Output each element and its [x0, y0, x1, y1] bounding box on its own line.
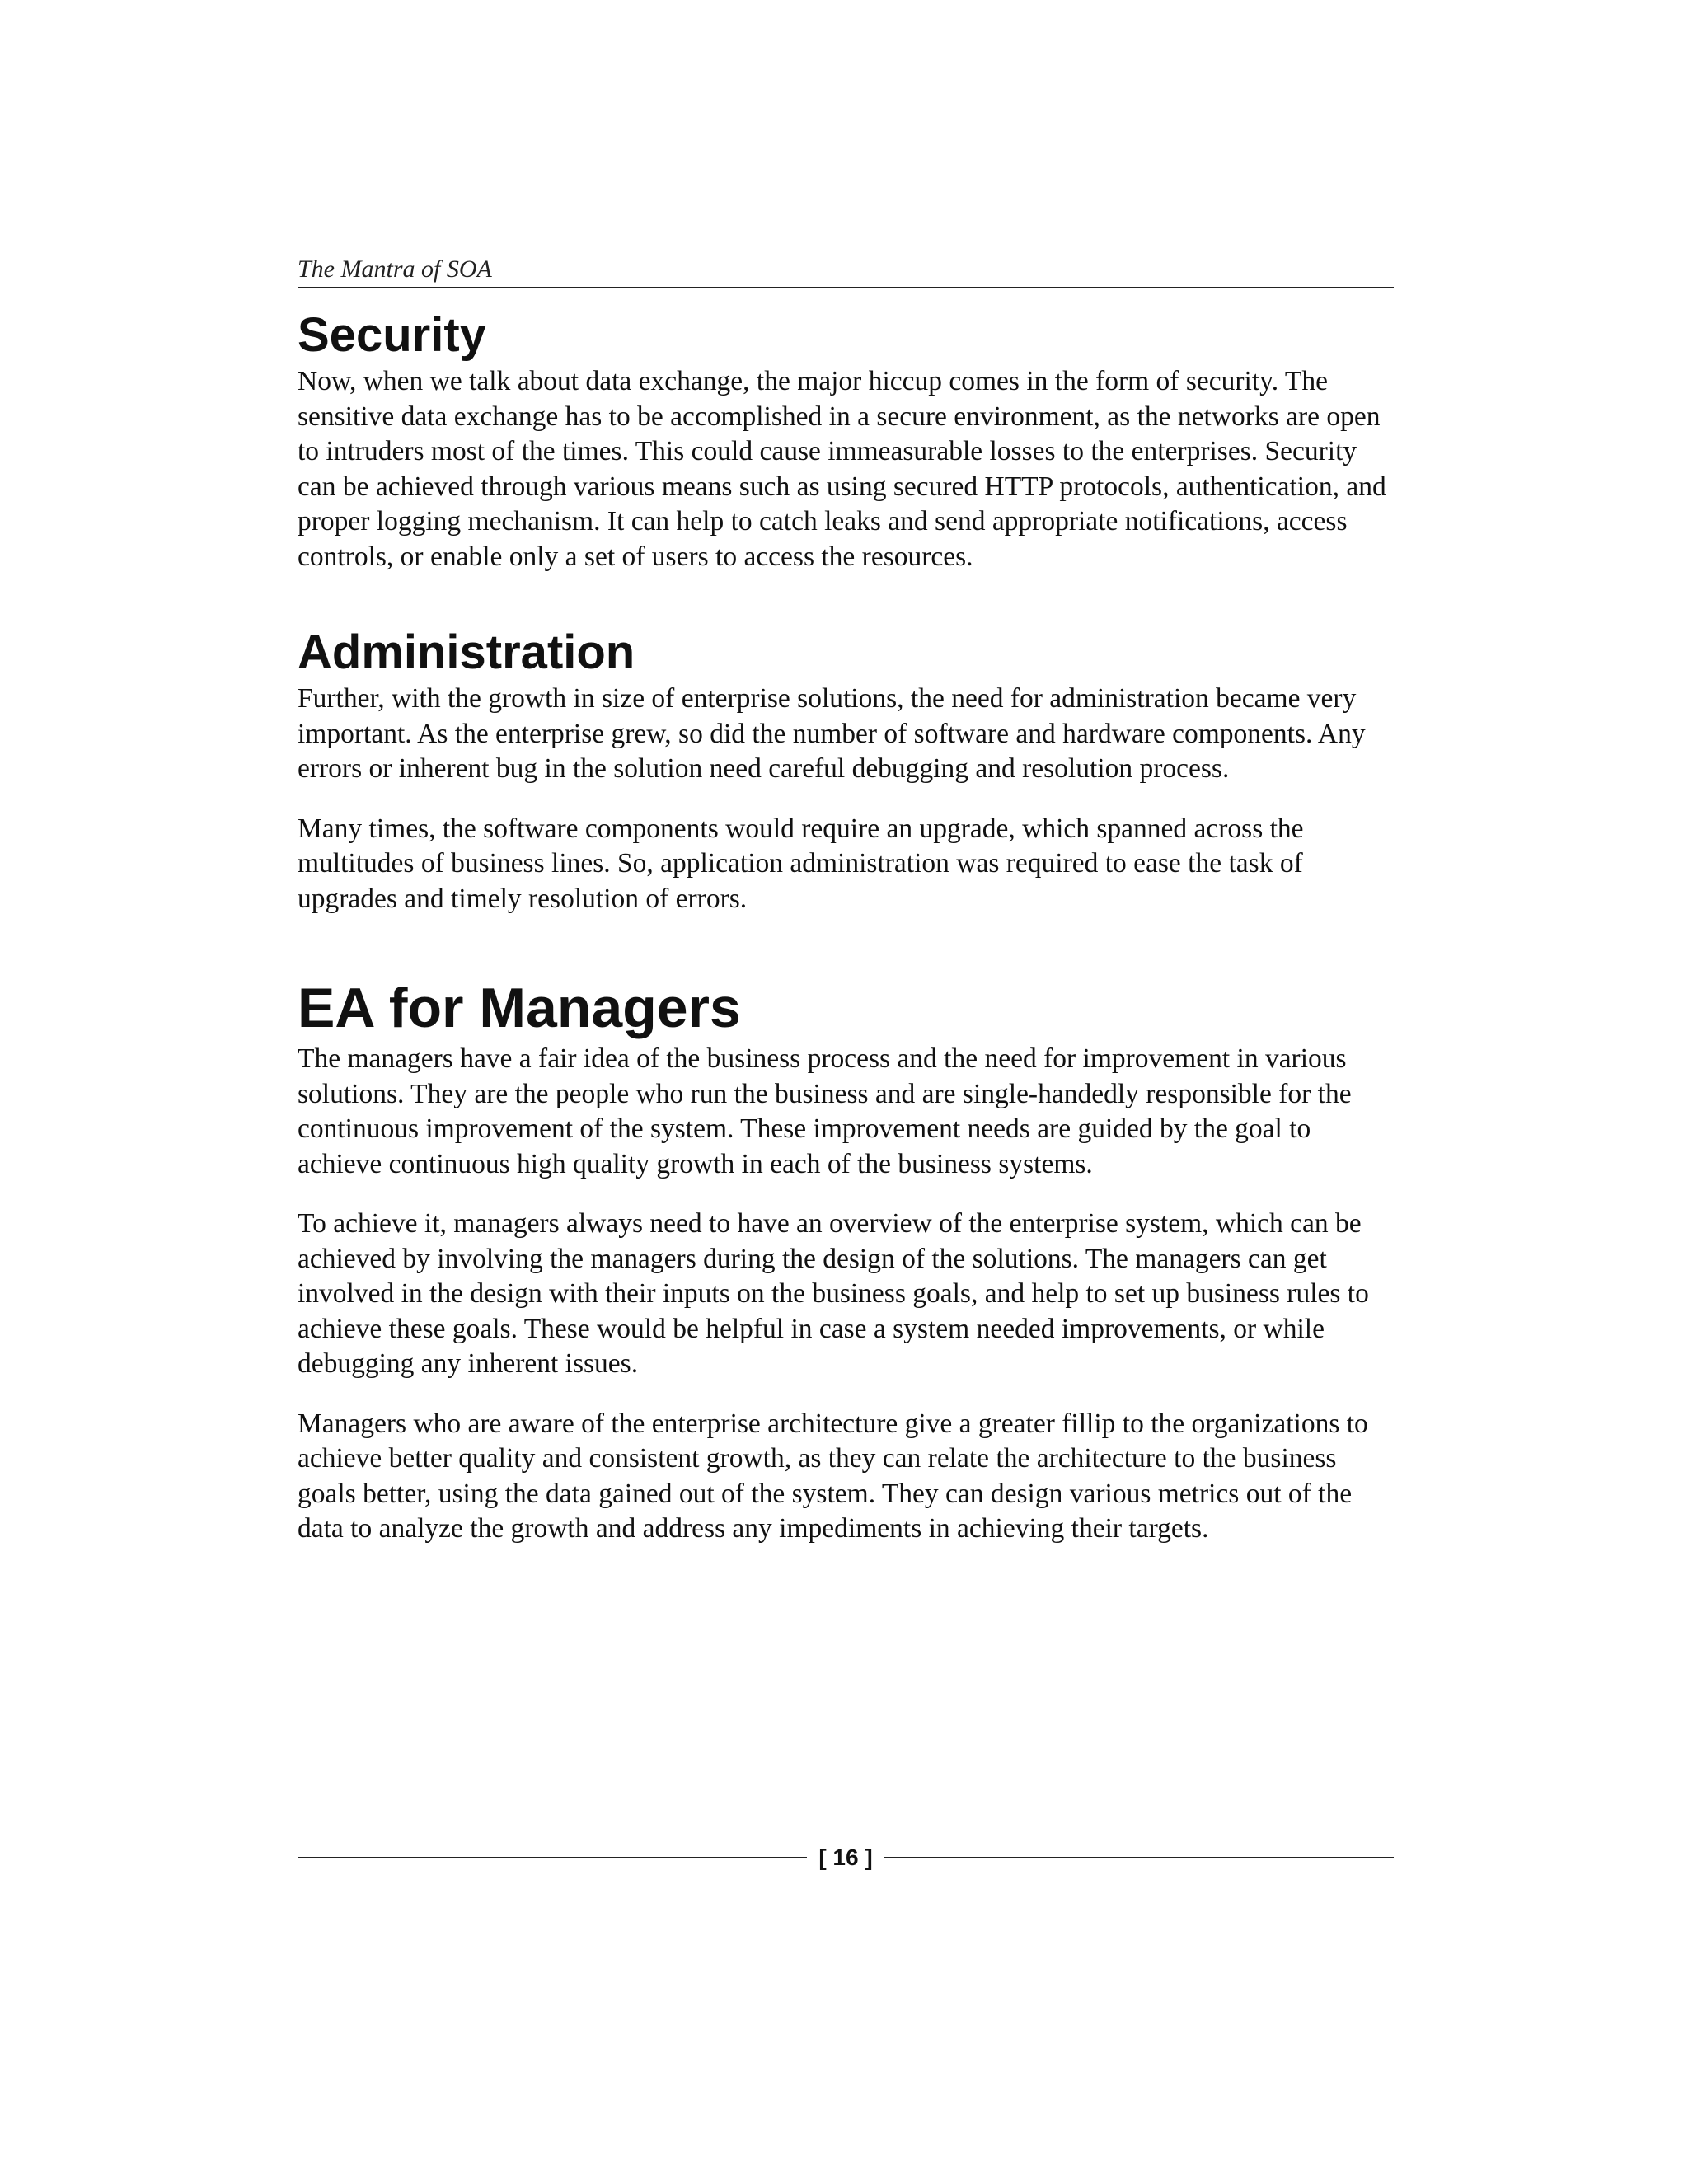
paragraph: Now, when we talk about data exchange, the major hiccup comes in the form of security. The sensitive data exchange has to be accomplished in a secure environment, as the networks are open to intruders most of the times. This could cause immeasurable losses to the enterprises. Security can be achieved through various means such as using secured HTTP protocols, authentication, and proper logging mechanism. It can help to catch leaks and send appropriate notifications, access controls, or enable only a set of users to access the resources. — [298, 366, 1386, 572]
footer-rule-left — [298, 1857, 807, 1858]
page-content — [298, 255, 1394, 1547]
section-heading: Administration — [298, 626, 635, 679]
page-number: [ 16 ] — [818, 1844, 873, 1870]
section-administration — [298, 624, 1394, 916]
running-header-title: The Mantra of SOA — [298, 255, 492, 283]
section-heading: Security — [298, 308, 486, 362]
paragraph: To achieve it, managers always need to have an overview of the enterprise system, which can be achieved by involving the managers during the design of the solutions. The managers can get involved in the design with their inputs on the business goals, and help to set up business rules to achieve these goals. These would be helpful in case a system needed improvements, or while debugging any inherent issues. — [298, 1208, 1369, 1379]
section-ea-for-managers — [298, 974, 1394, 1547]
page-footer — [298, 1840, 1394, 1876]
paragraph: Further, with the growth in size of enterprise solutions, the need for administration became very important. As the enterprise grew, so did the number of software and hardware components. Any errors or inherent bug in the solution need careful debugging and resolution process. — [298, 683, 1366, 784]
paragraph: The managers have a fair idea of the business process and the need for improvement in various solutions. They are the people who run the business and are single-handedly responsible for the continuous improvement of the system. These improvement needs are guided by the goal to achieve continuous high quality growth in each of the business systems. — [298, 1043, 1352, 1179]
running-header — [298, 255, 1394, 288]
paragraph: Managers who are aware of the enterprise architecture give a greater fillip to the organizations to achieve better quality and consistent growth, as they can relate the architecture to the business goals better, using the data gained out of the system. They can design various metrics out of the data to analyze the growth and address any impediments in achieving their targets. — [298, 1408, 1368, 1544]
paragraph: Many times, the software components would require an upgrade, which spanned across the multitudes of business lines. So, application administration was required to ease the task of upgrades and timely resolution of errors. — [298, 813, 1304, 914]
section-heading: EA for Managers — [298, 977, 741, 1039]
footer-rule-right — [884, 1857, 1394, 1858]
section-security — [298, 307, 1394, 574]
